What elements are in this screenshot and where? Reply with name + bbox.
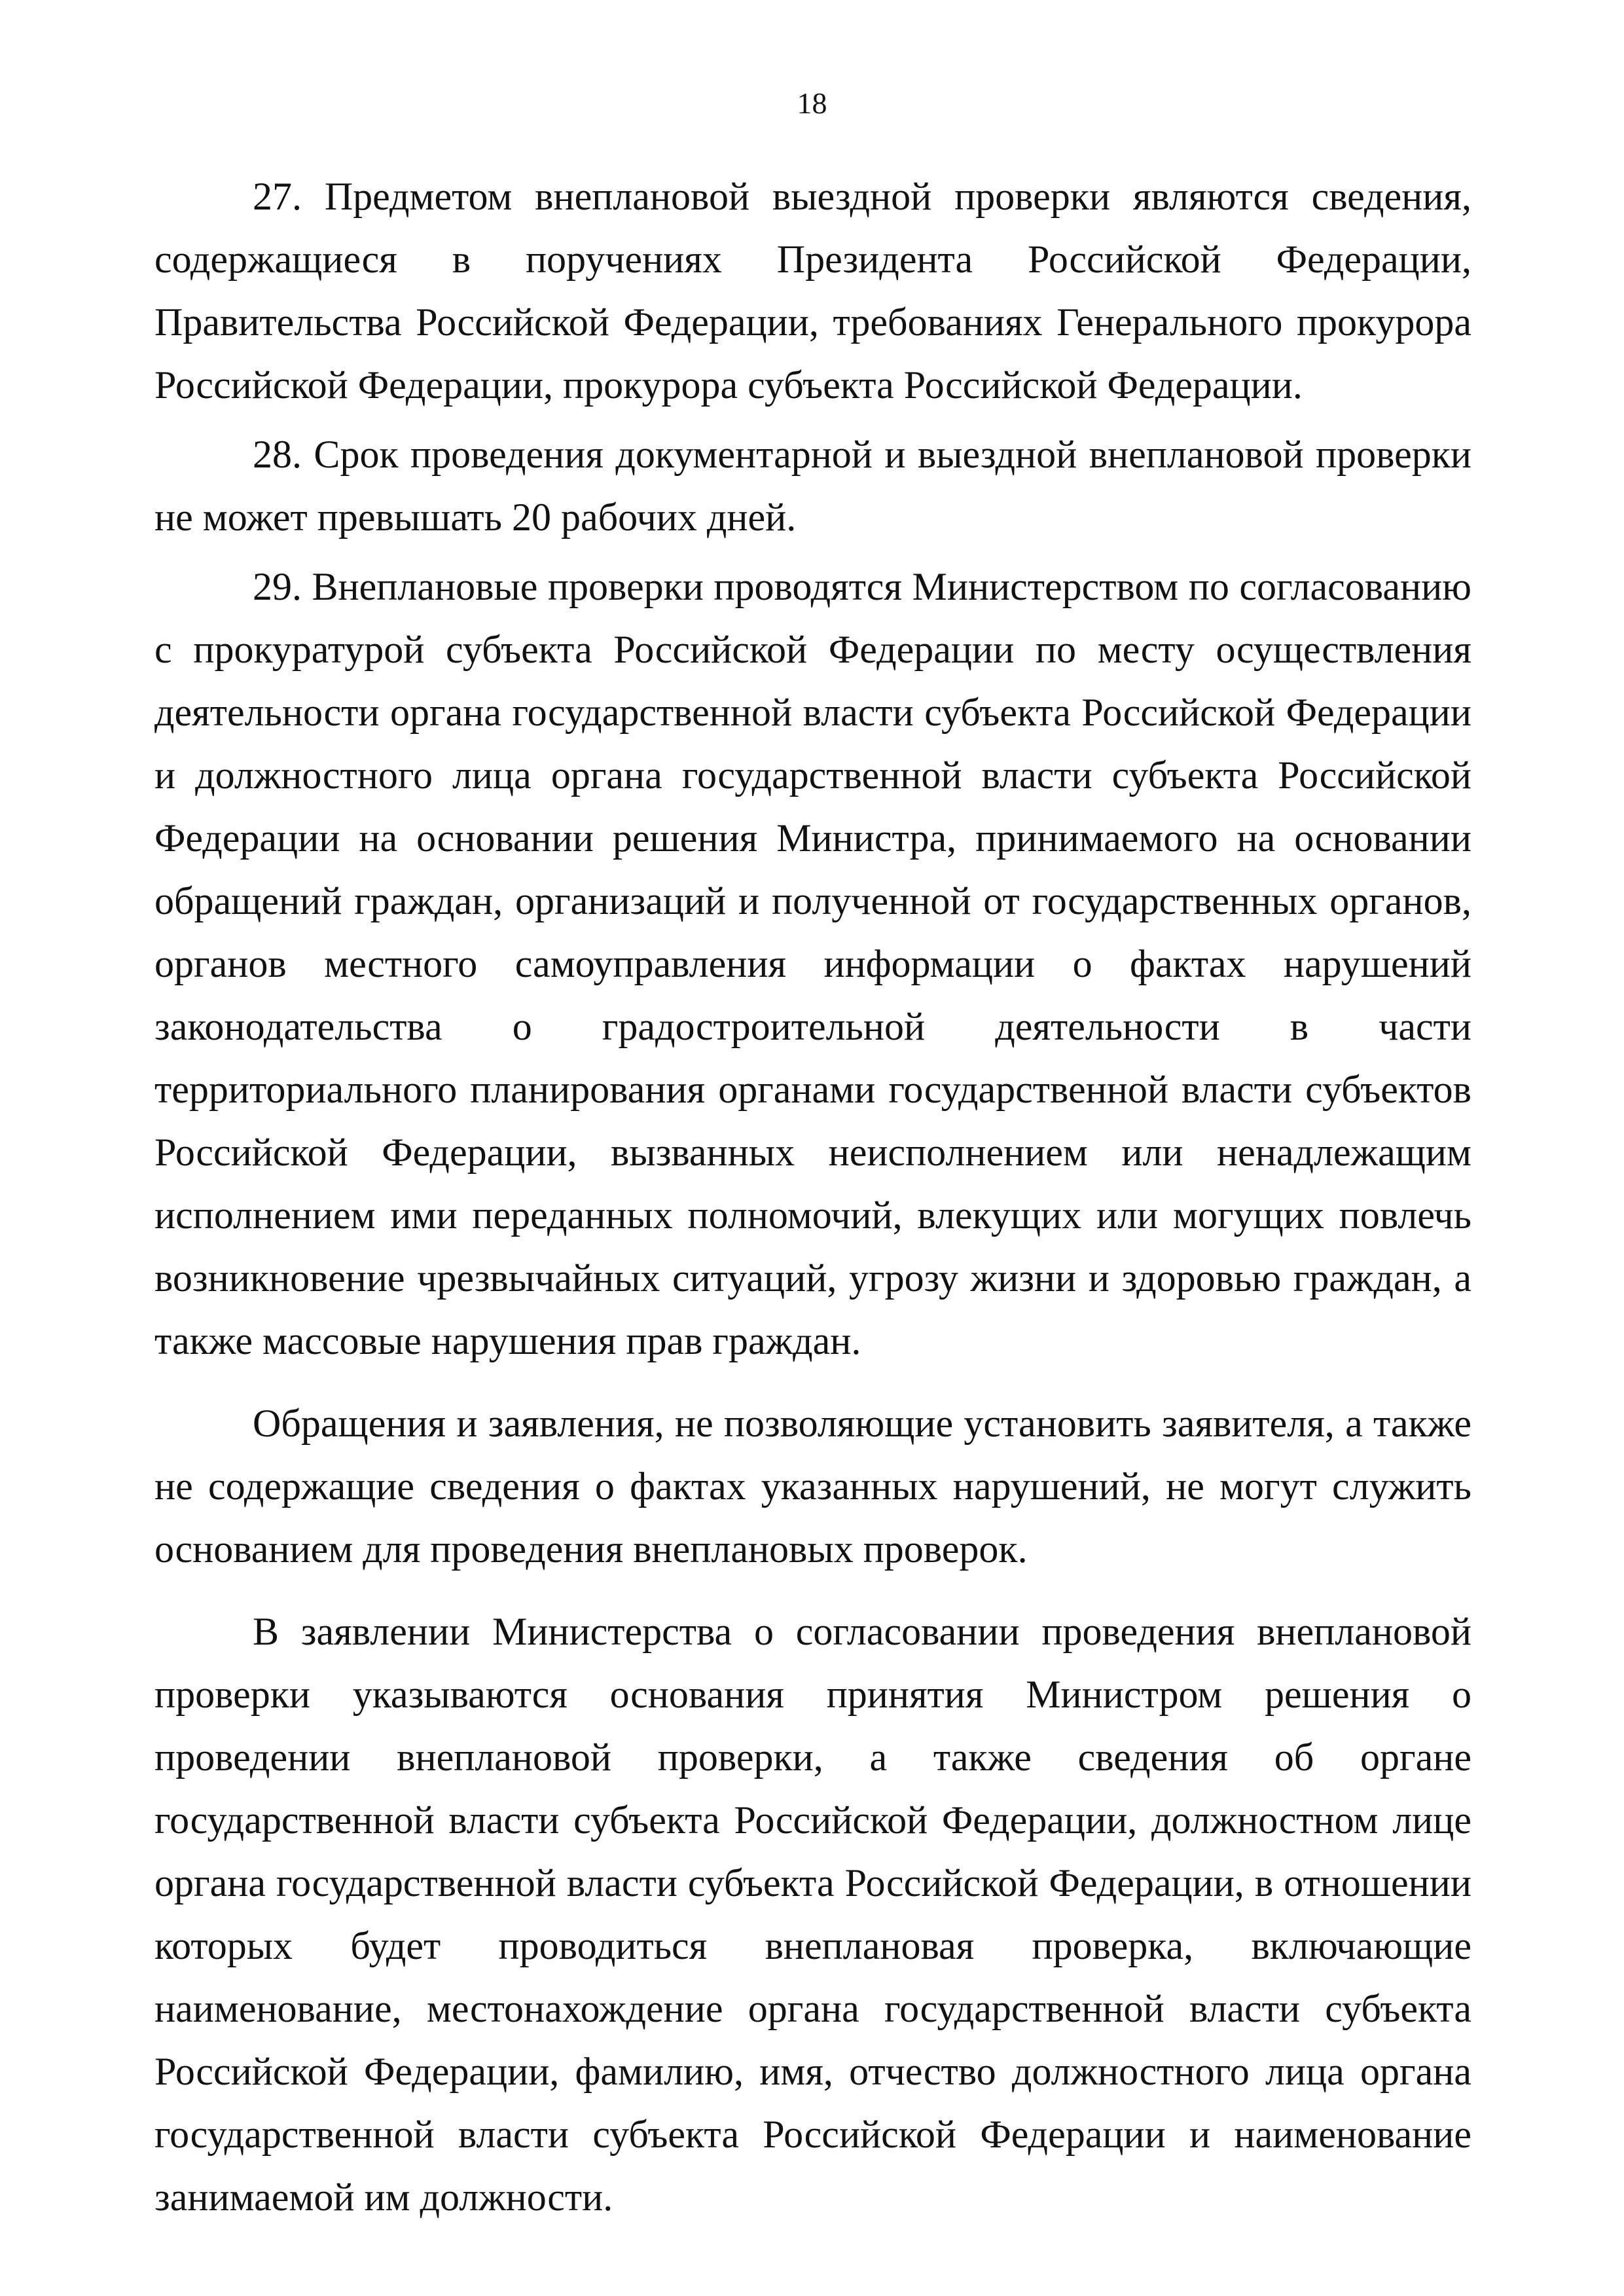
document-body (154, 165, 1471, 2235)
paragraph-29: 29. Внеплановые проверки проводятся Министерством по согласованию с прокуратурой субъекта Российской Федерации по месту осуществления деятельности органа государственной власти субъекта Российской Федерации и должностного лица органа государственной власти субъекта Российской Федерации на основании решения Министра, принимаемого на основании обращений граждан, организаций и полученной от государственных органов, органов местного самоуправления информации о фактах нарушений законодательства о градостроительной деятельности в части территориального планирования органами государственной власти субъектов Российской Федерации, вызванных неисполнением или ненадлежащим исполнением ими переданных полномочий, влекущих или могущих повлечь возникновение чрезвычайных ситуаций, угрозу жизни и здоровью граждан, а также массовые нарушения прав граждан. (154, 565, 1471, 1362)
paragraph-approval-request: В заявлении Министерства о согласовании проведения внеплановой проверки указываются основания принятия Министром решения о проведении внеплановой проверки, а также сведения об органе государственной власти субъекта Российской Федерации, должностном лице органа государственной власти субъекта Российской Федерации, в отношении которых будет проводиться внеплановая проверка, включающие наименование, местонахождение органа государственной власти субъекта Российской Федерации, фамилию, имя, отчество должностного лица органа государственной власти субъекта Российской Федерации и наименование занимаемой им должности. (154, 1610, 1471, 2219)
paragraph-28: 28. Срок проведения документарной и выездной внеплановой проверки не может превышать 20 рабочих дней. (154, 433, 1471, 539)
paragraph-27: 27. Предметом внеплановой выездной проверки являются сведения, содержащиеся в поручениях Президента Российской Федерации, Правительства Российской Федерации, требованиях Генерального прокурора Российской Федерации, прокурора субъекта Российской Федерации. (154, 175, 1471, 407)
paragraph-anonymous-appeals: Обращения и заявления, не позволяющие установить заявителя, а также не содержащие сведения о фактах указанных нарушений, не могут служить основанием для проведения внеплановых проверок. (154, 1402, 1471, 1571)
page-number: 18 (797, 86, 827, 120)
